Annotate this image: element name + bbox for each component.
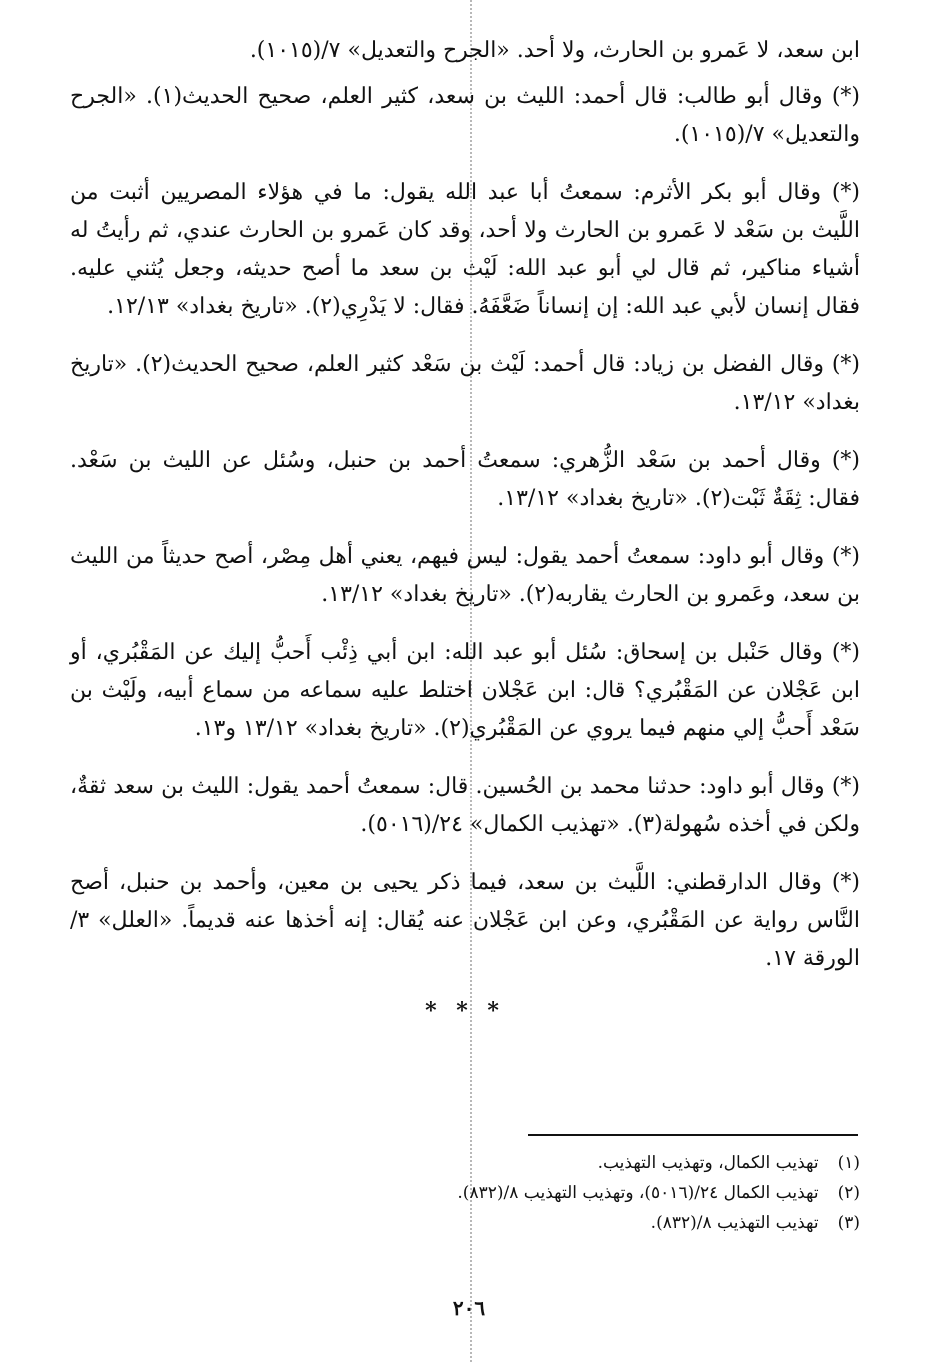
footnote-number: (١)	[837, 1153, 860, 1173]
paragraph-hanbal-ibn-ishaq: (*) وقال حَنْبل بن إسحاق: سُئل أبو عبد الله: ابن أبي ذِئْب أَحبُّ إليك عن المَقْبُري، أو ابن عَجْلان عن المَقْبُري؟ قال: ابن عَجْلان اختلط عليه سماعه من سماع أبيه، ولَيْث بن سَعْد أَحبُّ إلي منهم فيما يروي عن المَقْبُري(٢). «تاريخ بغداد» ١٣/١٢ و١٣.	[70, 640, 860, 741]
footnote-1	[70, 1148, 860, 1178]
paragraph-abu-dawud-1: (*) وقال أبو داود: سمعتُ أحمد يقول: ليس فيهم، يعني أهل مِصْر، أصح حديثاً من الليث بن سعد، وعَمرو بن الحارث يقاربه(٢). «تاريخ بغداد» ١٣/١٢.	[70, 544, 860, 607]
footnote-text: تهذيب الكمال ٢٤/(٥٠١٦)، وتهذيب التهذيب ٨/(٨٣٢).	[457, 1183, 819, 1203]
page-number: ٢٠٦	[452, 1296, 486, 1320]
section-separator: * * *	[425, 998, 505, 1024]
paragraph-fadl-ibn-ziyad: (*) وقال الفضل بن زياد: قال أحمد: لَيْث بن سَعْد كثير العلم، صحيح الحديث(٢). «تاريخ بغداد» ١٣/١٢.	[70, 352, 860, 415]
footnote-number: (٢)	[837, 1183, 860, 1203]
paragraph-athram: (*) وقال أبو بكر الأثرم: سمعتُ أبا عبد الله يقول: ما في هؤلاء المصريين أثبت من اللَّيث بن سَعْد لا عَمرو بن الحارث ولا أحد، وقد كان عَمرو بن الحارث عندي، ثم رأيتُ له أشياء مناكير، ثم قال لي أبو عبد الله: لَيْث بن سعد ما أصح حديثه، وجعل يُثني عليه. فقال إنسان لأبي عبد الله: إن إنساناً ضَعَّفَهُ. فقال: لا يَدْرِي(٢). «تاريخ بغداد» ١٢/١٣.	[70, 180, 860, 319]
footnote-number: (٣)	[837, 1213, 860, 1233]
paragraph-ahmad-ibn-saad: (*) وقال أحمد بن سَعْد الزُّهري: سمعتُ أحمد بن حنبل، وسُئل عن الليث بن سَعْد. فقال: ثِقَةٌ ثَبْت(٢). «تاريخ بغداد» ١٣/١٢.	[70, 448, 860, 511]
footnote-rule	[528, 1134, 858, 1136]
footnotes	[70, 1148, 860, 1238]
footnote-text: تهذيب التهذيب ٨/(٨٣٢).	[650, 1213, 819, 1233]
footnote-3	[70, 1208, 860, 1238]
footnote-2	[70, 1178, 860, 1208]
page-body	[70, 32, 860, 1028]
paragraph-abu-talib: (*) وقال أبو طالب: قال أحمد: الليث بن سعد، كثير العلم، صحيح الحديث(١). «الجرح والتعديل» ٧/(١٠١٥).	[70, 84, 860, 147]
paragraph-abu-dawud-2: (*) وقال أبو داود: حدثنا محمد بن الحُسين. قال: سمعتُ أحمد يقول: الليث بن سعد ثقةٌ، ولكن في أخذه سُهولة(٣). «تهذيب الكمال» ٢٤/(٥٠١٦).	[70, 774, 860, 837]
paragraph-continuation: ابن سعد، لا عَمرو بن الحارث، ولا أحد. «الجرح والتعديل» ٧/(١٠١٥).	[249, 38, 860, 63]
paragraph-daraqutni: (*) وقال الدارقطني: اللَّيث بن سعد، فيما ذكر يحيى بن معين، وأحمد بن حنبل، أصح النَّاس رواية عن المَقْبُري، وعن ابن عَجْلان عنه يُقال: إنه أخذها عنه قديماً. «العلل» ٣/الورقة ١٧.	[70, 870, 860, 971]
footnote-text: تهذيب الكمال، وتهذيب التهذيب.	[597, 1153, 819, 1173]
